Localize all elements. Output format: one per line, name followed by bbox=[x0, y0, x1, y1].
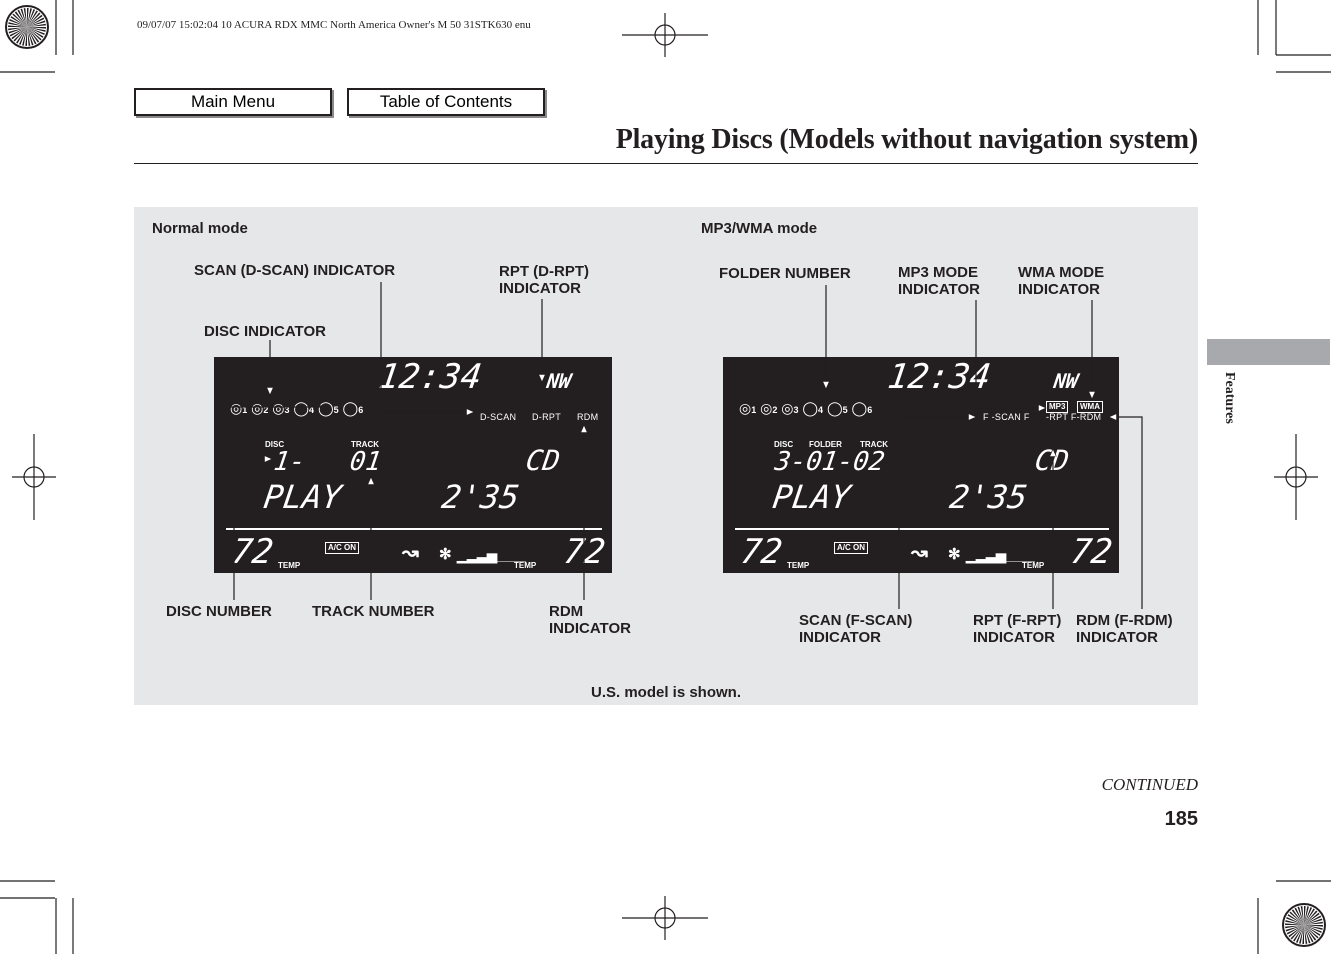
page-number: 185 bbox=[1164, 808, 1198, 830]
section-tab[interactable] bbox=[1207, 339, 1330, 365]
disc-icon: ◯ bbox=[851, 400, 868, 416]
right-temp-readout: 72 bbox=[1068, 532, 1115, 572]
mp3-mode-label: MP3/WMA mode bbox=[701, 220, 818, 237]
clock-readout: 12:34 bbox=[885, 357, 994, 397]
airflow-icon: ↝ bbox=[402, 542, 419, 564]
page-title: Playing Discs (Models without navigation system) bbox=[615, 124, 1198, 155]
scan-indicator-callout: SCAN (D-SCAN) INDICATOR bbox=[194, 262, 396, 279]
f-rpt-rdm-indicator: -RPT F-RDM bbox=[1046, 412, 1102, 422]
time-readout: 2'35 bbox=[439, 478, 522, 516]
left-temp-readout: 72 bbox=[229, 532, 276, 572]
f-rdm-callout-line2: INDICATOR bbox=[1076, 629, 1158, 646]
f-rpt-callout-line1: RPT (F-RPT) bbox=[973, 612, 1062, 629]
disc-icon: ◯ bbox=[293, 400, 310, 416]
folder-small-label: FOLDER bbox=[809, 440, 842, 449]
disc-indicator-row: ◎1 ◎2 ◎3 ◯4 ◯5 ◯6 bbox=[739, 400, 873, 416]
disc-icon: ◎ bbox=[781, 400, 794, 416]
rdm-indicator-callout-line1: RDM bbox=[549, 603, 584, 620]
fan-speed-bars-icon: ▁▂▃▅____ bbox=[457, 548, 526, 563]
fan-icon: ✻ bbox=[439, 546, 452, 563]
disc-number-callout: DISC NUMBER bbox=[166, 603, 272, 620]
airflow-icon: ↝ bbox=[911, 542, 928, 564]
f-scan-callout-line1: SCAN (F-SCAN) bbox=[799, 612, 913, 629]
left-temp-label: TEMP bbox=[787, 561, 810, 570]
right-temp-label: TEMP bbox=[514, 561, 537, 570]
track-small-label: TRACK bbox=[351, 440, 379, 449]
disc-icon: ◯ bbox=[342, 400, 359, 416]
left-temp-label: TEMP bbox=[278, 561, 301, 570]
figure-caption: U.S. model is shown. bbox=[590, 684, 742, 701]
display-figure bbox=[134, 207, 1198, 705]
disc-indicator-row: ◎1 ◎2 ◎3 ◯4 ◯5 ◯6 bbox=[230, 400, 364, 416]
source-readout: CD bbox=[1032, 444, 1072, 477]
main-menu-button[interactable]: Main Menu bbox=[134, 88, 332, 116]
disc-icon: ◎ bbox=[230, 400, 243, 416]
clock-readout: 12:34 bbox=[376, 357, 485, 397]
source-readout: CD bbox=[523, 444, 563, 477]
rdm-indicator: RDM bbox=[577, 412, 599, 422]
fan-speed-bars-icon: ▁▂▃▅____ bbox=[966, 548, 1035, 563]
right-temp-label: TEMP bbox=[1022, 561, 1045, 570]
band-readout: NW bbox=[545, 369, 573, 393]
left-temp-readout: 72 bbox=[738, 532, 785, 572]
disc-icon: ◎ bbox=[251, 400, 264, 416]
f-scan-indicator: F -SCAN F bbox=[983, 412, 1030, 422]
status-readout: PLAY bbox=[261, 478, 344, 516]
rdm-indicator-callout-line2: INDICATOR bbox=[549, 620, 631, 637]
rpt-indicator-callout-line2: INDICATOR bbox=[499, 280, 581, 297]
ac-indicator: A/C ON bbox=[325, 542, 359, 554]
rpt-indicator-callout-line1: RPT (D-RPT) bbox=[499, 263, 589, 280]
normal-mode-label: Normal mode bbox=[152, 220, 248, 237]
track-small-label: TRACK bbox=[860, 440, 888, 449]
wma-mode-callout-line1: WMA MODE bbox=[1018, 264, 1105, 281]
disc-icon: ◯ bbox=[802, 400, 819, 416]
starburst-registration-icon bbox=[1283, 904, 1325, 946]
f-rpt-callout-line2: INDICATOR bbox=[973, 629, 1055, 646]
title-divider bbox=[134, 163, 1198, 164]
continued-label: CONTINUED bbox=[1101, 775, 1198, 794]
track-number-readout: 01 bbox=[347, 447, 384, 477]
mp3-mode-callout-line2: INDICATOR bbox=[898, 281, 980, 298]
status-readout: PLAY bbox=[770, 478, 853, 516]
mp3-mode-callout-line1: MP3 MODE bbox=[898, 264, 979, 281]
callout-leader-lines bbox=[134, 207, 1198, 705]
time-readout: 2'35 bbox=[947, 478, 1030, 516]
disc-icon: ◯ bbox=[826, 400, 843, 416]
folder-number-callout: FOLDER NUMBER bbox=[719, 265, 851, 282]
mp3-mode-indicator: MP3 bbox=[1046, 401, 1068, 413]
disc-folder-track-readout: 3-01-02 bbox=[772, 447, 887, 477]
disc-small-label: DISC bbox=[774, 440, 794, 449]
section-tab-label: Features bbox=[1222, 372, 1237, 424]
disc-indicator-callout: DISC INDICATOR bbox=[204, 323, 326, 340]
track-number-callout: TRACK NUMBER bbox=[312, 603, 435, 620]
disc-icon: ◎ bbox=[272, 400, 285, 416]
d-scan-indicator: D-SCAN bbox=[480, 412, 517, 422]
disc-icon: ◎ bbox=[760, 400, 773, 416]
d-rpt-indicator: D-RPT bbox=[532, 412, 561, 422]
f-scan-callout-line2: INDICATOR bbox=[799, 629, 881, 646]
right-temp-readout: 72 bbox=[561, 532, 608, 572]
band-readout: NW bbox=[1052, 369, 1080, 393]
disc-number-readout: 1- bbox=[271, 447, 308, 477]
disc-small-label: DISC bbox=[265, 440, 285, 449]
starburst-registration-icon bbox=[6, 6, 48, 48]
disc-icon: ◯ bbox=[317, 400, 334, 416]
wma-mode-callout-line2: INDICATOR bbox=[1018, 281, 1100, 298]
ac-indicator: A/C ON bbox=[834, 542, 868, 554]
print-header: 09/07/07 15:02:04 10 ACURA RDX MMC North America Owner's M 50 31STK630 enu bbox=[137, 19, 531, 31]
wma-mode-indicator: WMA bbox=[1077, 401, 1103, 413]
table-of-contents-button[interactable]: Table of Contents bbox=[347, 88, 545, 116]
fan-icon: ✻ bbox=[948, 546, 961, 563]
disc-icon: ◎ bbox=[739, 400, 752, 416]
f-rdm-callout-line1: RDM (F-RDM) bbox=[1076, 612, 1173, 629]
